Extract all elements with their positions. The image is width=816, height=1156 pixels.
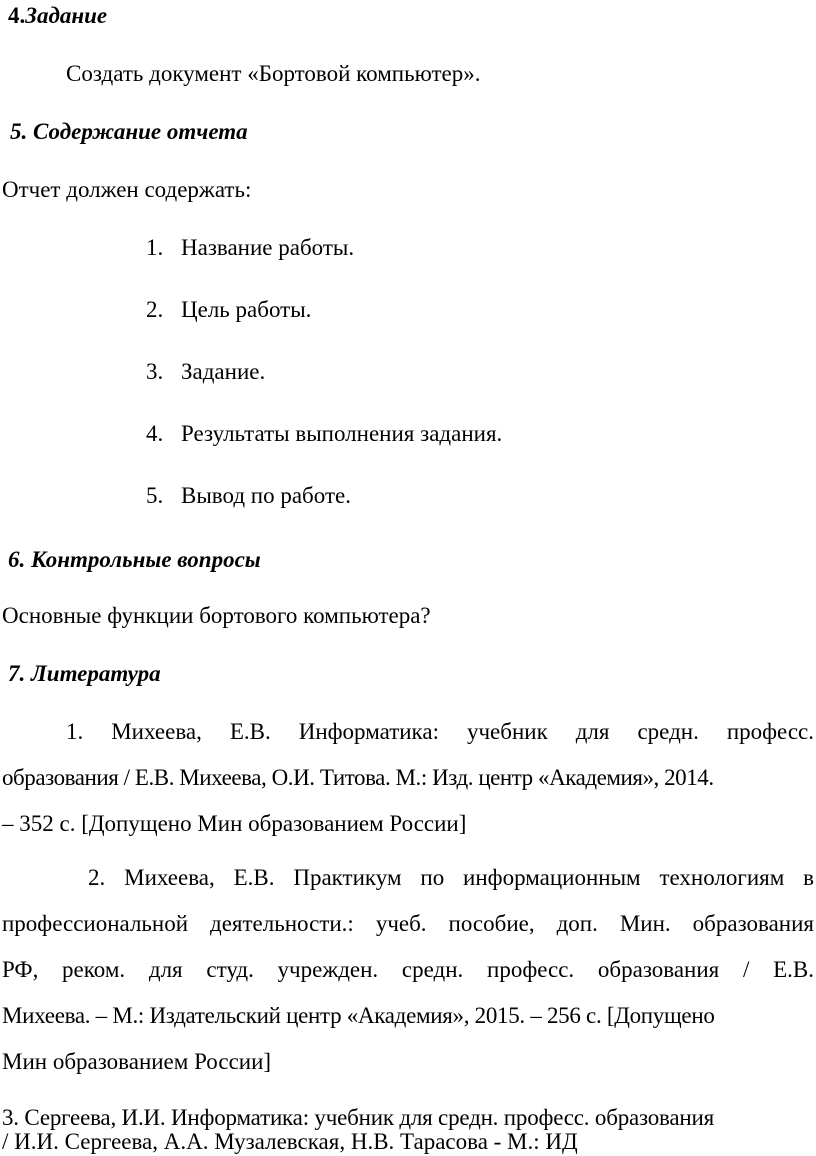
list-item-text: Вывод по работе. [181,483,351,508]
reference-1-line-1: 1. Михеева, Е.В. Информатика: учебник для средн. професс. [66,719,814,744]
section-6-text: Основные функции бортового компьютера? [2,603,431,628]
list-item-number: 1. [146,235,164,260]
section-6-title: Контрольные вопросы [31,547,261,572]
section-7-heading [8,660,161,688]
reference-1-line-2: образования / Е.В. Михеева, О.И. Титова. М.: Изд. центр «Академия», 2014. [2,765,714,790]
list-item-text: Результаты выполнения задания. [181,421,503,446]
list-item-text: Название работы. [181,235,355,260]
section-5-number: 5. [10,119,28,144]
list-item-text: Задание. [181,359,266,384]
reference-1-line-3: – 352 с. [Допущено Мин образованием России] [2,811,467,836]
section-4-number: 4. [8,3,26,28]
list-item-text: Цель работы. [181,297,312,322]
reference-line [2,910,814,938]
section-5-title: Содержание отчета [33,119,248,144]
section-5-intro: Отчет должен содержать: [2,177,252,202]
list-item-number: 2. [146,297,164,322]
reference-3-line-2: / И.И. Сергеева, А.А. Музалевская, Н.В. Тарасова - М.: ИД [2,1129,578,1154]
list-item-number: 5. [146,483,164,508]
reference-3-line-1: 3. Сергеева, И.И. Информатика: учебник для средн. професс. образования [2,1105,715,1130]
section-6-heading [8,546,261,574]
reference-2-line-5: Мин образованием России] [2,1049,272,1074]
list-item-number: 4. [146,421,164,446]
section-6-number: 6. [8,547,26,572]
reference-2-line-1: 2. Михеева, Е.В. Практикум по информационным технологиям в [88,865,814,890]
list-item [146,296,163,324]
reference-2-line-2: профессиональной деятельности.: учеб. пособие, доп. Мин. образования [2,911,814,936]
reference-line [2,956,814,984]
list-item-number: 3. [146,359,164,384]
section-4-title: Задание [25,3,108,28]
list-item [146,420,163,448]
section-7-number: 7. [8,661,26,686]
list-item [146,234,163,262]
section-7-title: Литература [31,661,161,686]
list-item [146,482,163,510]
section-5-heading [10,118,248,146]
reference-line [66,718,814,746]
section-4-text: Создать документ «Бортовой компьютер». [66,61,481,86]
list-item [146,358,163,386]
reference-2-line-3: РФ, реком. для студ. учрежден. средн. професс. образования / Е.В. [2,957,814,982]
reference-line [88,864,814,892]
section-4-heading [8,2,107,30]
reference-2-line-4: Михеева. – М.: Издательский центр «Академия», 2015. – 256 с. [Допущено [2,1003,715,1028]
